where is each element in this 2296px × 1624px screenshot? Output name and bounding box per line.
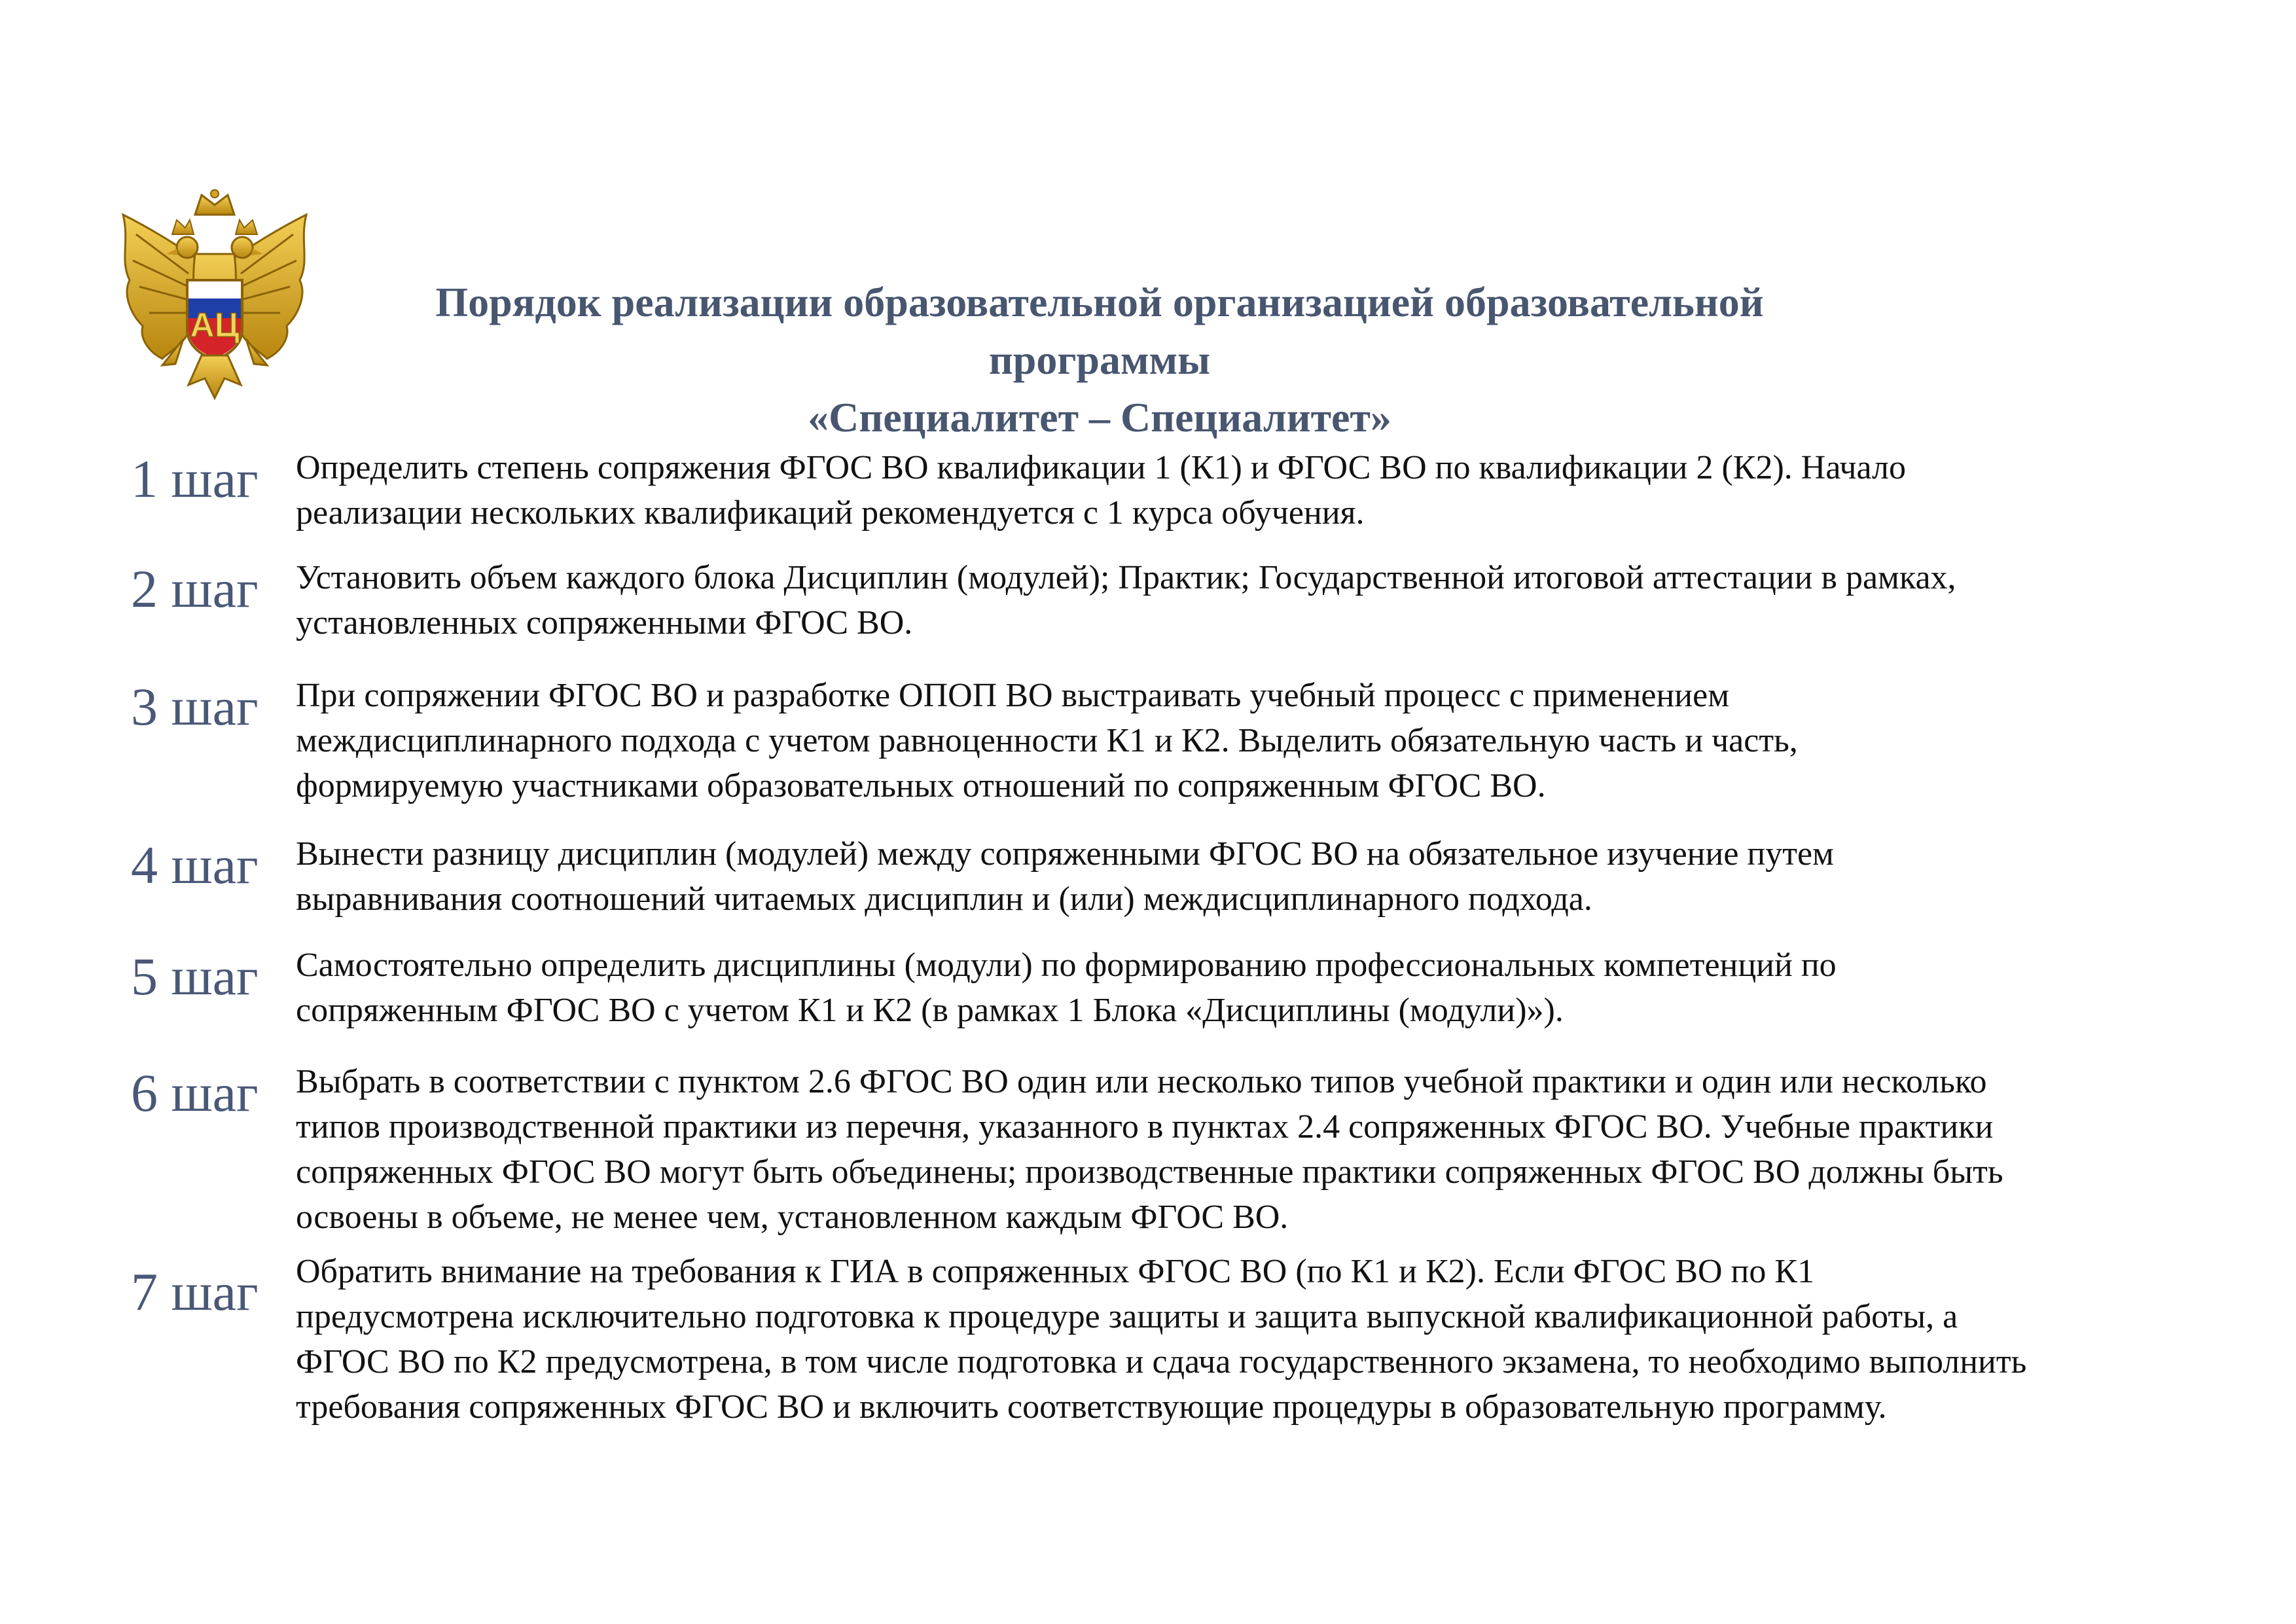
step-text-line: выравнивания соотношений читаемых дисциплин и (или) междисциплинарного подхода. bbox=[296, 880, 1592, 918]
step-text bbox=[296, 831, 2259, 922]
step-label: 2 шаг bbox=[131, 559, 259, 619]
step-label: 1 шаг bbox=[131, 449, 259, 509]
step-text bbox=[296, 673, 2259, 808]
step-label: 5 шаг bbox=[131, 947, 259, 1006]
step-text-line: формируемую участниками образовательных отношений по сопряженным ФГОС ВО. bbox=[296, 767, 1546, 804]
step-text bbox=[296, 1249, 2259, 1430]
step-label: 6 шаг bbox=[131, 1063, 259, 1123]
step-text-line: освоены в объеме, не менее чем, установленном каждым ФГОС ВО. bbox=[296, 1199, 1289, 1236]
page-title bbox=[340, 274, 1859, 446]
step-text-line: Определить степень сопряжения ФГОС ВО квалификации 1 (К1) и ФГОС ВО по квалификации 2 (К2). Начало bbox=[296, 449, 1906, 486]
step-text-line: предусмотрена исключительно подготовка к процедуре защиты и защита выпускной квалификационной работы, а bbox=[296, 1298, 1958, 1335]
shield-monogram: АЦ bbox=[190, 306, 240, 344]
step-text bbox=[296, 555, 2259, 645]
title-line-1: Порядок реализации образовательной организацией образовательной программы bbox=[435, 279, 1764, 383]
eagle-emblem-logo bbox=[110, 189, 319, 411]
step-text bbox=[296, 943, 2259, 1033]
step-label: 3 шаг bbox=[131, 677, 259, 736]
step-text-line: сопряженных ФГОС ВО могут быть объединены; производственные практики сопряженных ФГОС ВО должны быть bbox=[296, 1153, 2003, 1191]
step-text-line: реализации нескольких квалификаций рекомендуется с 1 курса обучения. bbox=[296, 494, 1365, 532]
step-text-line: типов производственной практики из перечня, указанного в пунктах 2.4 сопряженных ФГОС ВО. Учебные практики bbox=[296, 1108, 1994, 1146]
step-text-line: ФГОС ВО по К2 предусмотрена, в том числе подготовка и сдача государственного экзамена, то необходимо выполнить bbox=[296, 1343, 2027, 1380]
step-text-line: установленных сопряженными ФГОС ВО. bbox=[296, 604, 913, 641]
title-line-2: «Специалитет – Специалитет» bbox=[808, 394, 1391, 441]
step-label: 4 шаг bbox=[131, 835, 259, 895]
step-text-line: При сопряжении ФГОС ВО и разработке ОПОП ВО выстраивать учебный процесс с применением bbox=[296, 677, 1730, 714]
step-text-line: требования сопряженных ФГОС ВО и включить соответствующие процедуры в образовательную программу. bbox=[296, 1388, 1887, 1426]
step-text-line: Обратить внимание на требования к ГИА в сопряженных ФГОС ВО (по К1 и К2). Если ФГОС ВО по К1 bbox=[296, 1253, 1815, 1290]
step-text-line: междисциплинарного подхода с учетом равноценности К1 и К2. Выделить обязательную часть и часть, bbox=[296, 722, 1798, 759]
step-text-line: сопряженным ФГОС ВО с учетом К1 и К2 (в рамках 1 Блока «Дисциплины (модули)»). bbox=[296, 992, 1564, 1029]
step-text-line: Вынести разницу дисциплин (модулей) между сопряженными ФГОС ВО на обязательное изучение путем bbox=[296, 835, 1834, 873]
step-text bbox=[296, 445, 2259, 535]
step-text-line: Установить объем каждого блока Дисциплин (модулей); Практик; Государственной итоговой аттестации в рамках, bbox=[296, 559, 1956, 596]
step-text-line: Самостоятельно определить дисциплины (модули) по формированию профессиональных компетенций по bbox=[296, 947, 1837, 984]
step-text-line: Выбрать в соответствии с пунктом 2.6 ФГОС ВО один или несколько типов учебной практики и один или несколько bbox=[296, 1063, 1987, 1100]
step-label: 7 шаг bbox=[131, 1262, 259, 1322]
step-text bbox=[296, 1059, 2259, 1240]
